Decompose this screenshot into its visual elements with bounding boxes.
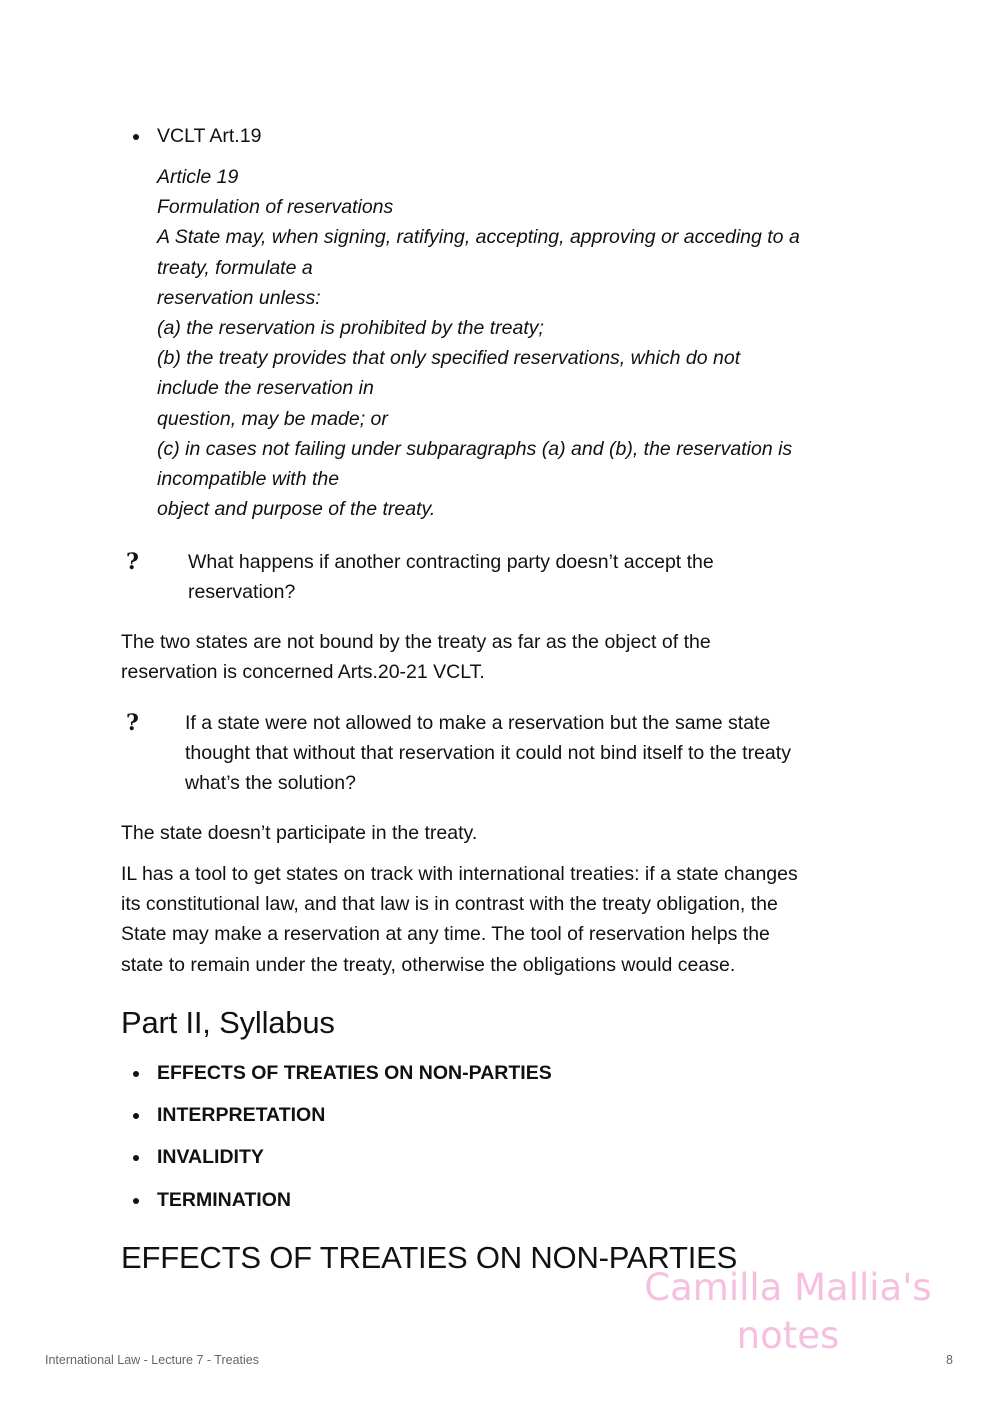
- answer-line: reservation is concerned Arts.20-21 VCLT.: [121, 661, 485, 684]
- watermark: [638, 1264, 938, 1360]
- article-line: Article 19: [157, 166, 239, 188]
- bullet-dot: [133, 1155, 139, 1161]
- article-line: incompatible with the: [157, 468, 340, 491]
- answer-1: [121, 627, 881, 687]
- question-line: What happens if another contracting party doesn’t accept the: [188, 551, 714, 573]
- reservation-paragraph: [121, 859, 891, 980]
- question-line: what’s the solution?: [185, 772, 356, 795]
- article-line: include the reservation in: [157, 377, 374, 400]
- question-1: [188, 547, 888, 607]
- bullet-dot: [133, 1071, 139, 1077]
- syllabus-item: INVALIDITY: [157, 1146, 264, 1168]
- answer-2: The state doesn’t participate in the treaty.: [121, 822, 478, 844]
- article-line: reservation unless:: [157, 286, 321, 309]
- syllabus-item: TERMINATION: [157, 1189, 291, 1211]
- article-line: (c) in cases not failing under subparagraphs (a) and (b), the reservation is: [157, 437, 793, 460]
- question-line: reservation?: [188, 581, 296, 604]
- question-2: [185, 708, 895, 799]
- article-quote: [157, 162, 897, 524]
- article-line: (b) the treaty provides that only specified reservations, which do not: [157, 347, 741, 370]
- syllabus-item: INTERPRETATION: [157, 1104, 326, 1126]
- question-mark-icon: ?: [126, 549, 139, 575]
- paragraph-line: IL has a tool to get states on track with international treaties: if a state changes: [121, 863, 798, 885]
- question-mark-icon: ?: [126, 710, 139, 736]
- bullet-dot: [133, 1198, 139, 1204]
- article-bullet-text: VCLT Art.19: [157, 125, 262, 147]
- footer-title: International Law - Lecture 7 - Treaties: [45, 1353, 260, 1367]
- paragraph-line: its constitutional law, and that law is in contrast with the treaty obligation, the: [121, 893, 778, 916]
- watermark-line: Camilla Mallia's: [644, 1266, 932, 1309]
- answer-line: The two states are not bound by the treaty as far as the object of the: [121, 631, 711, 653]
- article-line: question, may be made; or: [157, 407, 388, 430]
- page-number: 8: [946, 1353, 953, 1367]
- bullet-dot: [133, 134, 139, 140]
- syllabus-item: EFFECTS OF TREATIES ON NON-PARTIES: [157, 1062, 552, 1084]
- watermark-line: notes: [736, 1314, 840, 1357]
- article-line: A State may, when signing, ratifying, accepting, approving or acceding to a: [157, 226, 800, 249]
- article-line: treaty, formulate a: [157, 256, 313, 279]
- question-line: thought that without that reservation it could not bind itself to the treaty: [185, 742, 791, 765]
- bullet-dot: [133, 1113, 139, 1119]
- paragraph-line: state to remain under the treaty, otherwise the obligations would cease.: [121, 953, 736, 976]
- article-line: object and purpose of the treaty.: [157, 498, 436, 521]
- heading-part-2-syllabus: Part II, Syllabus: [121, 1005, 335, 1040]
- heading-effects-non-parties: EFFECTS OF TREATIES ON NON-PARTIES: [121, 1240, 738, 1275]
- question-line: If a state were not allowed to make a reservation but the same state: [185, 712, 771, 734]
- article-line: (a) the reservation is prohibited by the treaty;: [157, 317, 544, 340]
- paragraph-line: State may make a reservation at any time. The tool of reservation helps the: [121, 923, 770, 946]
- article-line: Formulation of reservations: [157, 196, 394, 219]
